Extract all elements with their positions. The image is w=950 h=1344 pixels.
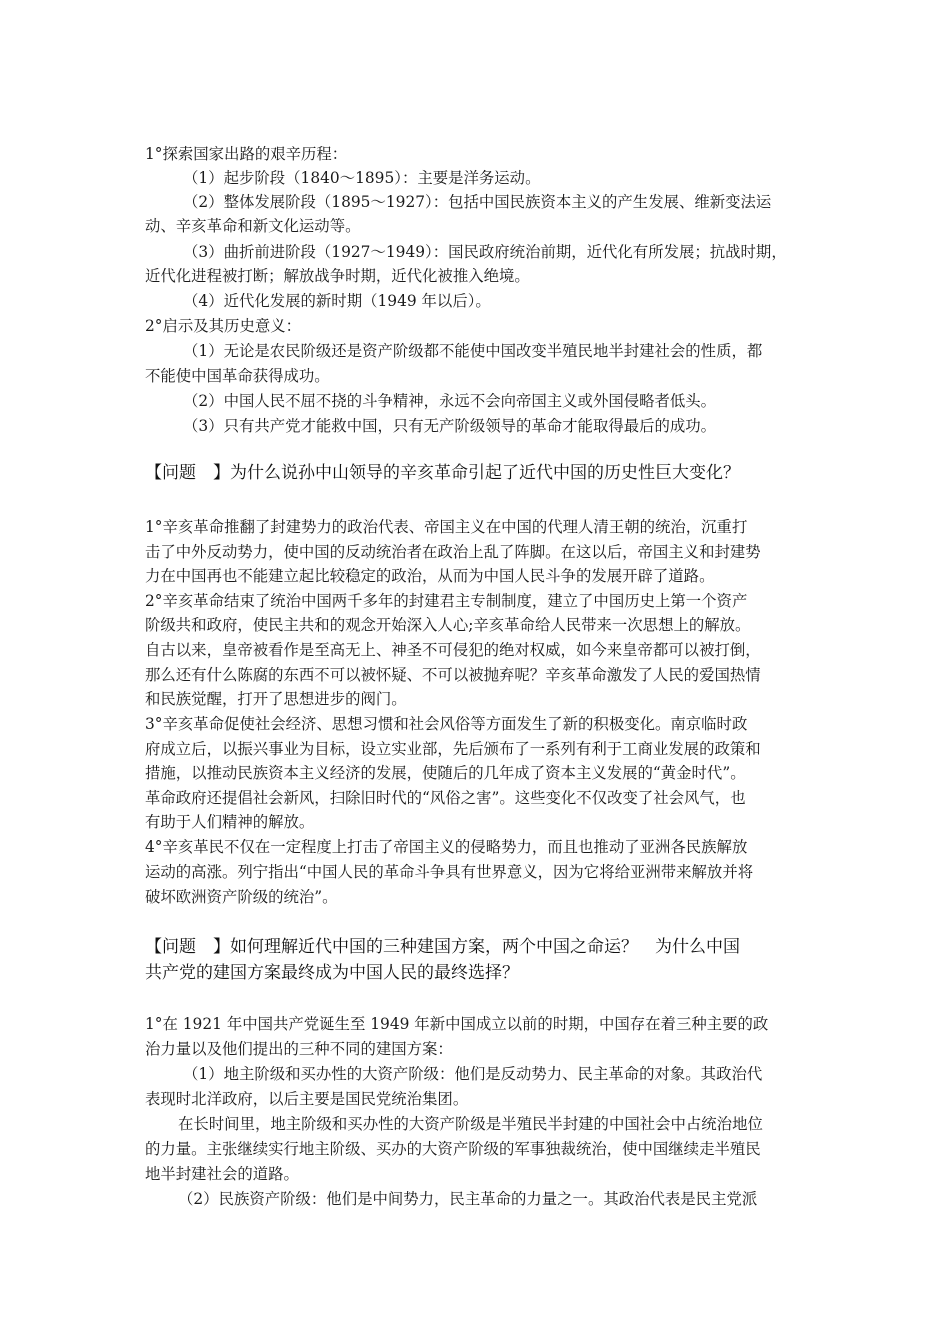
paragraph-line: 破坏欧洲资产阶级的统治”。	[145, 888, 338, 906]
paragraph-line: （4）近代化发展的新时期（1949 年以后）。	[183, 292, 491, 310]
paragraph-line: 自古以来，皇帝被看作是至高无上、神圣不可侵犯的绝对权威，如今来皇帝都可以被打倒，	[145, 641, 761, 659]
paragraph-line: 治力量以及他们提出的三种不同的建国方案：	[145, 1040, 453, 1058]
paragraph-line: 地半封建社会的道路。	[145, 1165, 299, 1183]
paragraph-line: （2）中国人民不屈不挠的斗争精神，永远不会向帝国主义或外国侵略者低头。	[183, 392, 717, 410]
paragraph-line: 和民族觉醒，打开了思想进步的阀门。	[145, 690, 407, 708]
paragraph-line: 不能使中国革命获得成功。	[145, 367, 330, 385]
section-2-title: 2°启示及其历史意义：	[145, 317, 302, 335]
paragraph-line: 府成立后，以振兴事业为目标，设立实业部，先后颁布了一系列有利于工商业发展的政策和	[145, 740, 761, 758]
paragraph-line: 那么还有什么陈腐的东西不可以被怀疑、不可以被抛弃呢？辛亥革命激发了人民的爱国热情	[145, 666, 761, 684]
paragraph-line: （3）曲折前进阶段（1927～1949）：国民政府统治前期，近代化有所发展；抗战时期，	[183, 243, 787, 261]
section-1-title: 1°探索国家出路的艰辛历程：	[145, 145, 348, 163]
paragraph-line: 有助于人们精神的解放。	[145, 813, 315, 831]
paragraph-line: 措施，以推动民族资本主义经济的发展，使随后的几年成了资本主义发展的“黄金时代”。	[145, 764, 746, 782]
paragraph-line: 革命政府还提倡社会新风，扫除旧时代的“风俗之害”。这些变化不仅改变了社会风气，也	[145, 789, 746, 807]
paragraph-line: （1）无论是农民阶级还是资产阶级都不能使中国改变半殖民地半封建社会的性质，都	[183, 342, 763, 360]
paragraph-line: 力在中国再也不能建立起比较稳定的政治，从而为中国人民斗争的发展开辟了道路。	[145, 567, 715, 585]
paragraph-line: 在长时间里，地主阶级和买办性的大资产阶级是半殖民半封建的中国社会中占统治地位	[178, 1115, 763, 1133]
paragraph-line: 表现时北洋政府，以后主要是国民党统治集团。	[145, 1090, 469, 1108]
paragraph-line: 击了中外反动势力，使中国的反动统治者在政治上乱了阵脚。在这以后，帝国主义和封建势	[145, 543, 761, 561]
paragraph-line: 阶级共和政府，使民主共和的观念开始深入人心;辛亥革命给人民带来一次思想上的解放。	[145, 616, 751, 634]
paragraph-line: （2）民族资产阶级：他们是中间势力，民主革命的力量之一。其政治代表是民主党派	[178, 1190, 758, 1208]
paragraph-line: （3）只有共产党才能救中国，只有无产阶级领导的革命才能取得最后的成功。	[183, 417, 717, 435]
question-heading-1: 【问题 】为什么说孙中山领导的辛亥革命引起了近代中国的历史性巨大变化？	[145, 463, 740, 483]
paragraph-line: （1）起步阶段（1840～1895）：主要是洋务运动。	[183, 169, 541, 187]
paragraph-line: 2°辛亥革命结束了统治中国两千多年的封建君主专制制度，建立了中国历史上第一个资产	[145, 592, 748, 610]
paragraph-line: 1°辛亥革命推翻了封建势力的政治代表、帝国主义在中国的代理人清王朝的统治，沉重打	[145, 518, 748, 536]
paragraph-line: （1）地主阶级和买办性的大资产阶级：他们是反动势力、民主革命的对象。其政治代	[183, 1065, 763, 1083]
paragraph-line: 3°辛亥革命促使社会经济、思想习惯和社会风俗等方面发生了新的积极变化。南京临时政	[145, 715, 748, 733]
paragraph-line: 4°辛亥革民不仅在一定程度上打击了帝国主义的侵略势力，而且也推动了亚洲各民族解放	[145, 838, 748, 856]
paragraph-line: 1°在 1921 年中国共产党诞生至 1949 年新中国成立以前的时期，中国存在着三种主要的政	[145, 1015, 769, 1033]
paragraph-line: 动、辛亥革命和新文化运动等。	[145, 217, 361, 235]
paragraph-line: 的力量。主张继续实行地主阶级、买办的大资产阶级的军事独裁统治，使中国继续走半殖民	[145, 1140, 761, 1158]
paragraph-line: （2）整体发展阶段（1895～1927）：包括中国民族资本主义的产生发展、维新变法运	[183, 193, 772, 211]
paragraph-line: 运动的高涨。列宁指出“中国人民的革命斗争具有世界意义，因为它将给亚洲带来解放并将	[145, 863, 754, 881]
paragraph-line: 近代化进程被打断；解放战争时期，近代化被推入绝境。	[145, 267, 530, 285]
question-heading-2: 【问题 】如何理解近代中国的三种建国方案，两个中国之命运？ 为什么中国	[145, 937, 740, 957]
question-heading-2-cont: 共产党的建国方案最终成为中国人民的最终选择？	[145, 963, 519, 983]
